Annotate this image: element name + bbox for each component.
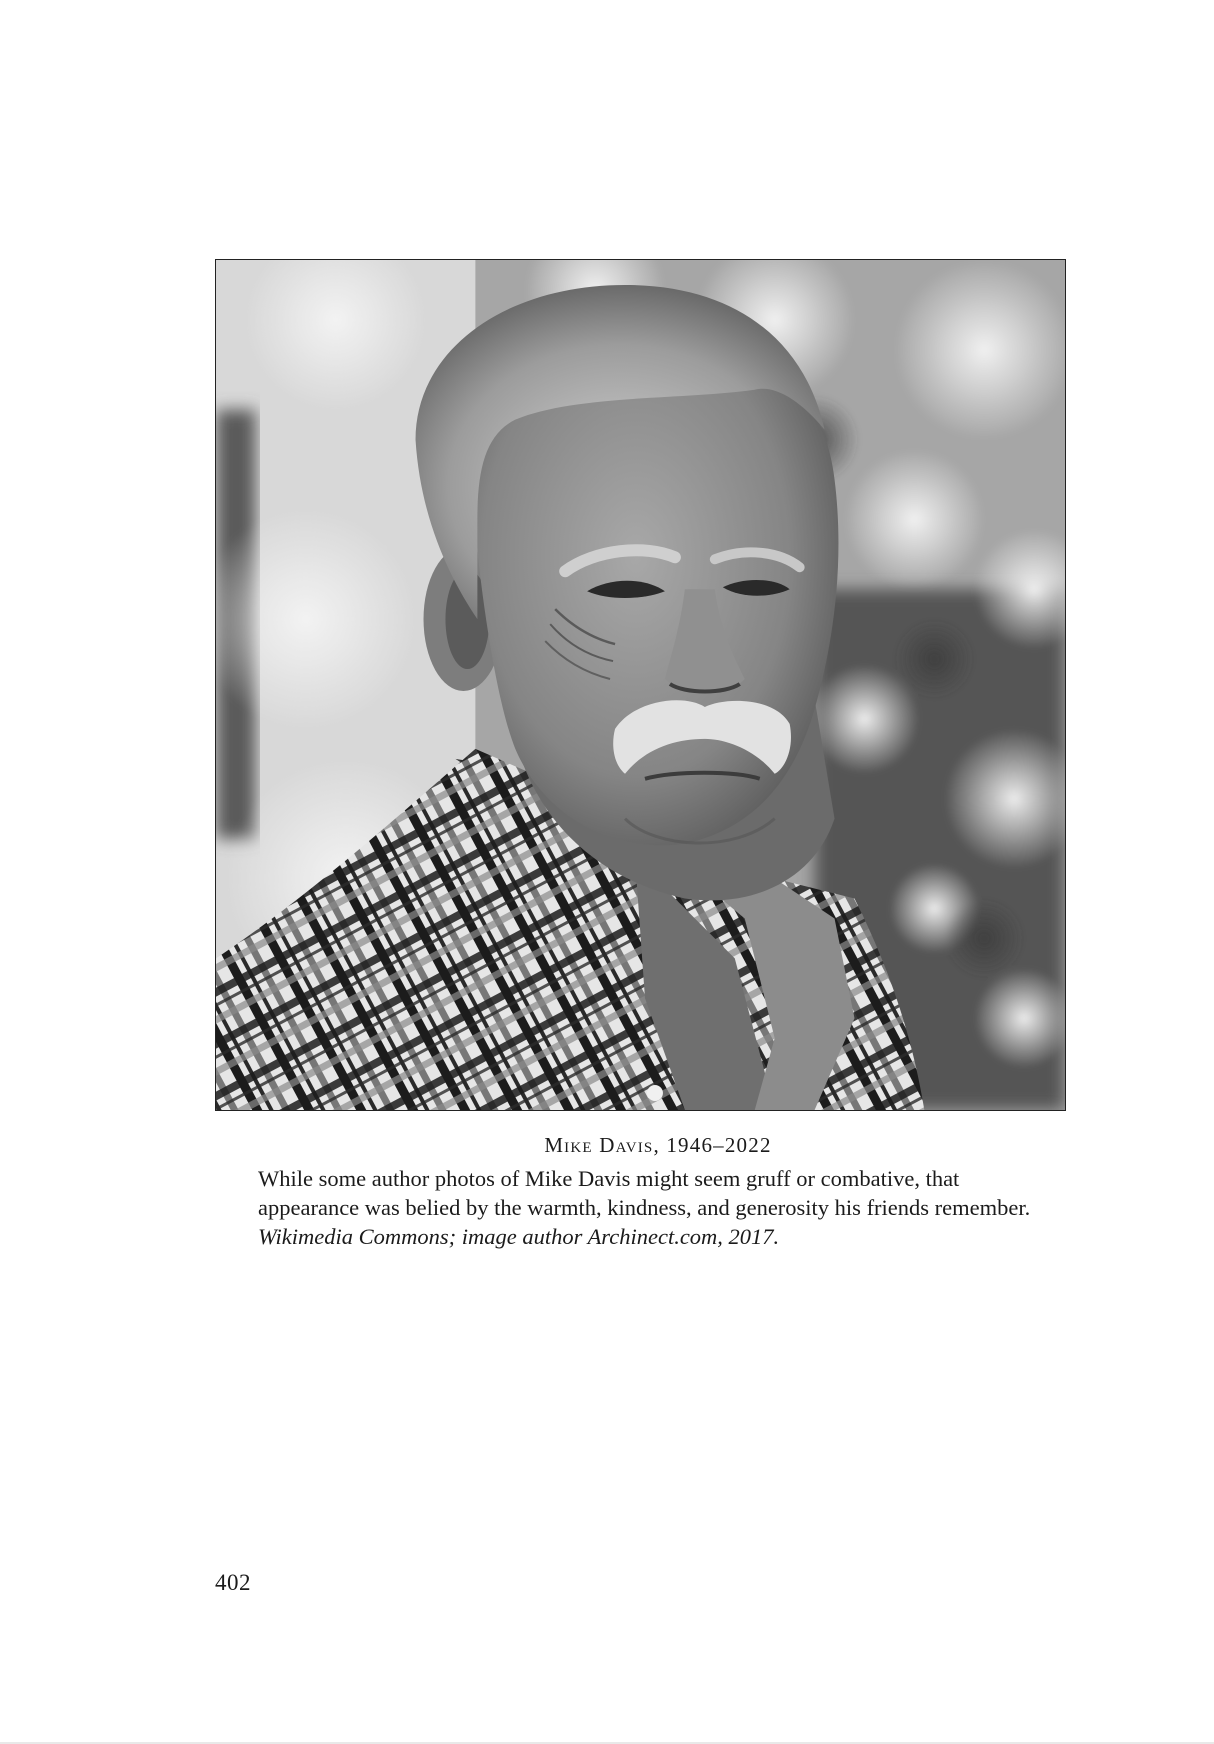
figure-caption xyxy=(258,1128,1058,1251)
portrait-photo-illustration xyxy=(216,260,1065,1110)
caption-text: While some author photos of Mike Davis might seem gruff or combative, that appearance was belied by the warmth, kindness, and generosity his friends remember. xyxy=(258,1166,1031,1220)
caption-credit: Wikimedia Commons; image author Archinect.com, 2017. xyxy=(258,1224,780,1249)
caption-body xyxy=(258,1164,1058,1251)
page-number: 402 xyxy=(215,1570,251,1595)
portrait-photo xyxy=(215,259,1066,1111)
caption-title: Mike Davis, 1946–2022 xyxy=(544,1133,772,1157)
